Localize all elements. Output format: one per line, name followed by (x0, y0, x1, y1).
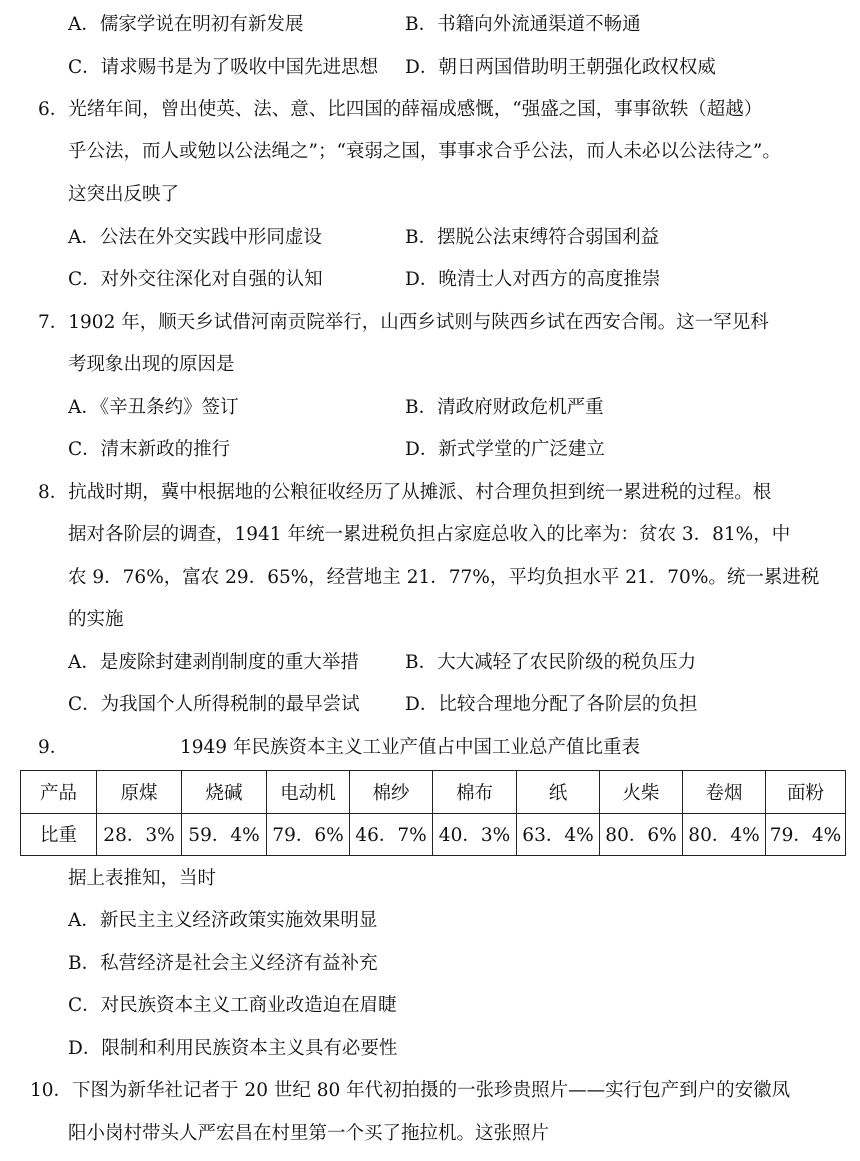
q7-stem-line1: 7．1902 年，顺天乡试借河南贡院举行，山西乡试则与陕西乡试在西安合闱。这一罕见科 (38, 312, 769, 333)
q6-option-a: A．公法在外交实践中形同虚设 (68, 227, 322, 248)
table-header-cell: 棉纱 (350, 771, 433, 814)
q7-option-a: A．《辛丑条约》签订 (68, 397, 239, 418)
q6-stem-line2: 乎公法，而人或勉以公法绳之”；“衰弱之国，事事求合乎公法，而人未必以公法待之”。 (68, 141, 781, 162)
q8-option-b: B．大大减轻了农民阶级的税负压力 (405, 652, 697, 673)
table-header-cell: 火柴 (600, 771, 683, 814)
q9-option-b: B．私营经济是社会主义经济有益补充 (68, 953, 378, 974)
q5-option-c: C．请求赐书是为了吸收中国先进思想 (68, 57, 379, 78)
q8-option-c: C．为我国个人所得税制的最早尝试 (68, 694, 360, 715)
q10-stem-line1: 10．下图为新华社记者于 20 世纪 80 年代初拍摄的一张珍贵照片——实行包产到户的安徽凤 (30, 1080, 791, 1101)
table-cell: 比重 (21, 813, 97, 856)
q8-option-d: D．比较合理地分配了各阶层的负担 (405, 694, 698, 715)
q9-option-a: A．新民主主义经济政策实施效果明显 (68, 910, 378, 931)
q6-option-d: D．晚清士人对西方的高度推崇 (405, 269, 661, 290)
table-header-cell: 电动机 (267, 771, 350, 814)
q10-stem-line2: 阳小岗村带头人严宏昌在村里第一个买了拖拉机。这张照片 (68, 1123, 550, 1144)
q7-stem-line2: 考现象出现的原因是 (68, 354, 235, 375)
q7-option-b: B．清政府财政危机严重 (405, 397, 604, 418)
table-header-cell: 纸 (517, 771, 600, 814)
table-cell: 80．6% (600, 813, 683, 856)
q9-number: 9． (38, 737, 69, 758)
q8-stem-line2: 据对各阶层的调查，1941 年统一累进税负担占家庭总收入的比率为：贫农 3．81%，中 (68, 524, 791, 545)
table-cell: 80．4% (683, 813, 766, 856)
q8-stem-line3: 农 9．76%，富农 29．65%，经营地主 21．77%，平均负担水平 21．70%。统一累进税 (68, 567, 820, 588)
q6-stem-line1: 6．光绪年间，曾出使英、法、意、比四国的薛福成感慨，“强盛之国，事事欲轶（超越） (38, 99, 763, 120)
q9-option-c: C．对民族资本主义工商业改造迫在眉睫 (68, 995, 397, 1016)
q8-option-a: A．是废除封建剥削制度的重大举措 (68, 652, 359, 673)
q7-option-c: C．清末新政的推行 (68, 439, 231, 460)
q6-option-c: C．对外交往深化对自强的认知 (68, 269, 323, 290)
q9-stem: 据上表推知，当时 (68, 868, 217, 889)
table-cell: 79．6% (267, 813, 350, 856)
q6-stem-line3: 这突出反映了 (68, 184, 180, 205)
table-header-cell: 原煤 (97, 771, 182, 814)
table-cell: 79．4% (766, 813, 846, 856)
table-header-cell: 烧碱 (182, 771, 267, 814)
q5-option-a: A．儒家学说在明初有新发展 (68, 14, 304, 35)
table-header-cell: 产品 (21, 771, 97, 814)
table-cell: 28．3% (97, 813, 182, 856)
table-cell: 59．4% (182, 813, 267, 856)
q9-data-table (20, 770, 846, 856)
q7-option-d: D．新式学堂的广泛建立 (405, 439, 605, 460)
table-header-cell: 卷烟 (683, 771, 766, 814)
q5-option-d: D．朝日两国借助明王朝强化政权权威 (405, 57, 716, 78)
q6-option-b: B．摆脱公法束缚符合弱国利益 (405, 227, 660, 248)
q5-option-b: B．书籍向外流通渠道不畅通 (405, 14, 641, 35)
table-header-cell: 棉布 (433, 771, 517, 814)
q8-stem-line1: 8．抗战时期，冀中根据地的公粮征收经历了从摊派、村合理负担到统一累进税的过程。根 (38, 482, 772, 503)
q9-table-title: 1949 年民族资本主义工业产值占中国工业总产值比重表 (180, 737, 640, 758)
q8-stem-line4: 的实施 (68, 609, 124, 630)
table-cell: 63．4% (517, 813, 600, 856)
table-cell: 46．7% (350, 813, 433, 856)
table-row (21, 813, 846, 856)
table-header-cell: 面粉 (766, 771, 846, 814)
q9-option-d: D．限制和利用民族资本主义具有必要性 (68, 1038, 398, 1059)
table-header-row (21, 771, 846, 814)
table-cell: 40．3% (433, 813, 517, 856)
